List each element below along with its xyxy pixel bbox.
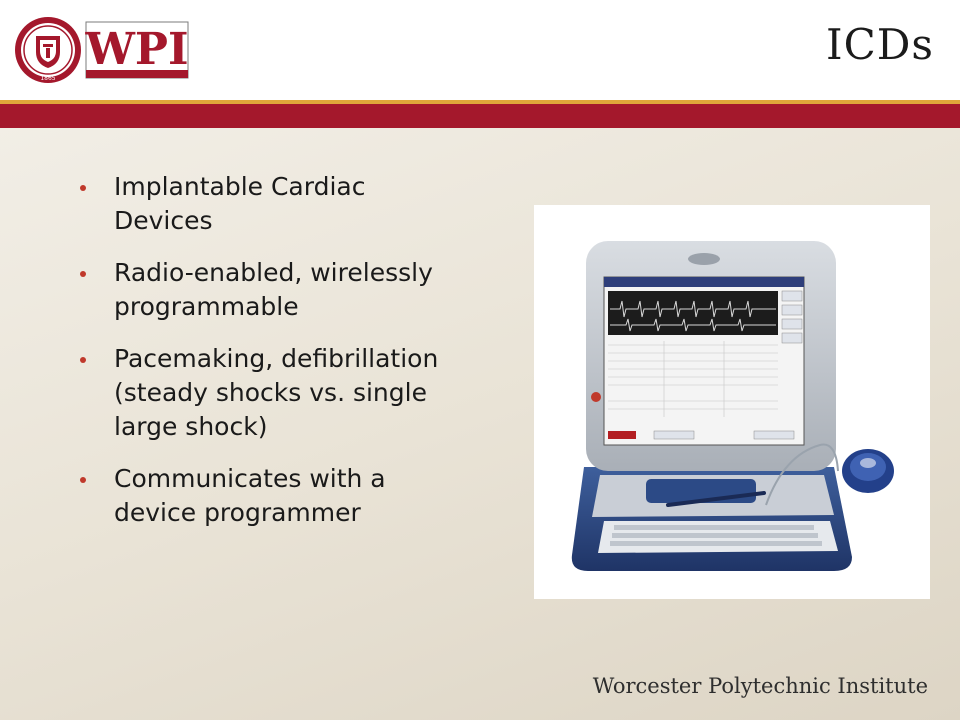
slide-header — [0, 0, 960, 102]
wpi-logo — [14, 14, 190, 86]
bullet-item — [76, 256, 506, 324]
bullet-line: Devices — [114, 206, 213, 235]
bullet-line: Implantable Cardiac — [114, 172, 366, 201]
bullet-line: (steady shocks vs. single — [114, 378, 427, 407]
bullet-item — [76, 342, 506, 444]
keyboard-keys — [610, 525, 822, 546]
institution-footer: Worcester Polytechnic Institute — [592, 674, 928, 698]
bullet-dot — [80, 185, 86, 191]
bullet-line: large shock) — [114, 412, 268, 441]
bullet-item — [76, 170, 506, 238]
bullet-line: device programmer — [114, 498, 361, 527]
bullet-dot — [80, 271, 86, 277]
header-red-band — [0, 104, 960, 128]
seal-year: 1865 — [40, 75, 56, 82]
device-programmer-photo — [534, 205, 930, 599]
bullet-line: programmable — [114, 292, 299, 321]
bullet-list — [76, 170, 506, 548]
bullet-item — [76, 462, 506, 530]
wpi-logotype: WPI — [85, 24, 189, 75]
bullet-line: Radio-enabled, wirelessly — [114, 258, 433, 287]
bullet-line: Communicates with a — [114, 464, 386, 493]
bullet-line: Pacemaking, defibrillation — [114, 344, 439, 373]
programmer-illustration — [534, 205, 930, 599]
slide-title: ICDs — [826, 20, 934, 69]
bullet-dot — [80, 477, 86, 483]
bullet-dot — [80, 357, 86, 363]
